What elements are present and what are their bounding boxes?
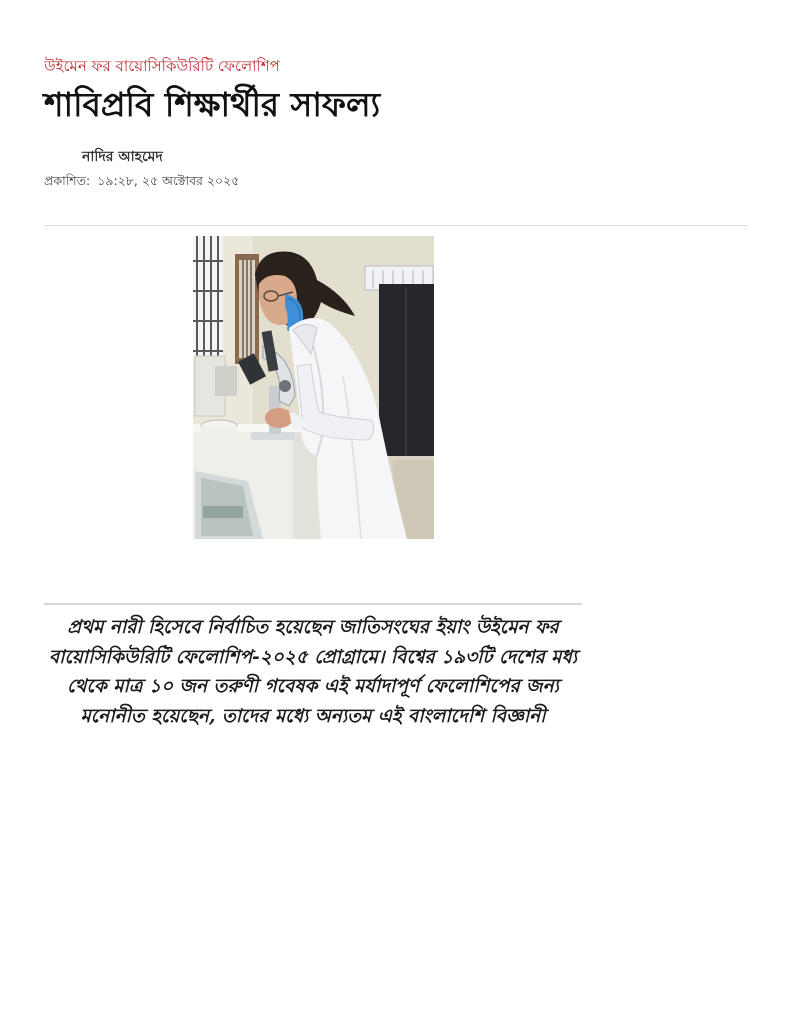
quote-divider (44, 603, 582, 605)
header-divider (44, 225, 748, 226)
article-headline: শাবিপ্রবি শিক্ষার্থীর সাফল্য (44, 85, 381, 124)
published-time: ১৯:২৮, ২৫ অক্টোবর ২০২৫ (97, 173, 240, 188)
pull-quote: প্রথম নারী হিসেবে নির্বাচিত হয়েছেন জাতিসংঘের ইয়াং উইমেন ফর বায়োসিকিউরিটি ফেলোশিপ-২০২৫ প্রোগ্রামে। বিশ্বের ১৯৩টি দেশের মধ্য থেকে মাত্র ১০ জন তরুণী গবেষক এই মর্যাদাপূর্ণ ফেলোশিপের জন্য মনোনীত হয়েছেন, তাদের মধ্যে অন্যতম এই বাংলাদেশি বিজ্ঞানী (48, 617, 578, 727)
published-label: প্রকাশিত: (44, 173, 91, 188)
article-kicker[interactable]: উইমেন ফর বায়োসিকিউরিটি ফেলোশিপ (44, 57, 280, 75)
author-byline[interactable]: নাদির আহমেদ (82, 149, 163, 165)
article-photo (193, 236, 434, 539)
publish-dateline (44, 173, 239, 193)
